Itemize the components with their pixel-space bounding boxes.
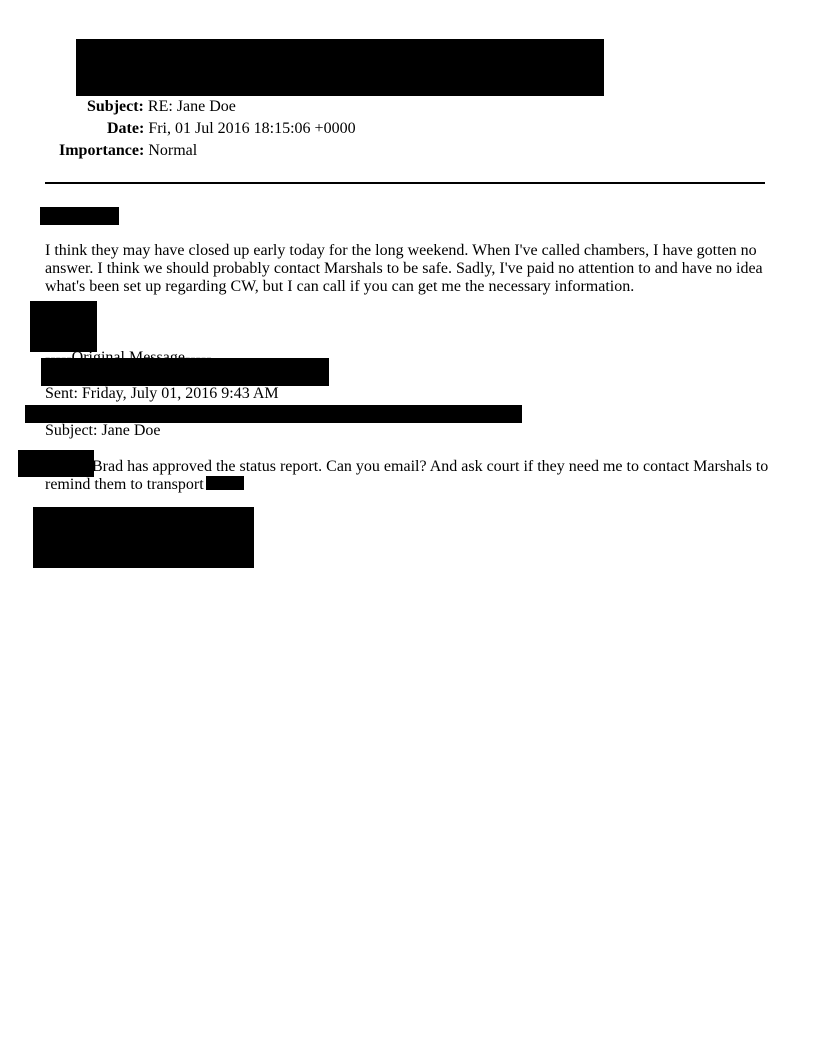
redaction-from-line xyxy=(41,358,329,386)
original-body-line-1: Brad has approved the status report. Can you email? And ask court if they need me to contact Marshals to xyxy=(92,458,769,475)
redaction-greeting xyxy=(40,207,119,225)
original-subject: Subject: Jane Doe xyxy=(45,422,161,439)
date-row xyxy=(107,120,356,138)
redaction-to-line xyxy=(25,405,522,423)
original-sent: Sent: Friday, July 01, 2016 9:43 AM xyxy=(45,385,279,402)
header-divider xyxy=(45,182,765,184)
importance-value: Normal xyxy=(148,142,198,159)
subject-value: RE: Jane Doe xyxy=(147,98,236,115)
reply-body: I think they may have closed up early today for the long weekend. When I've called chambers, I have gotten no answer. I think we should probably contact Marshals to be safe. Sadly, I've paid no attention to and have no idea what's been set up regarding CW, but I can call if you can get me the necessary information. xyxy=(45,242,763,295)
importance-label: Importance: xyxy=(59,142,145,159)
redaction-header-from-to xyxy=(76,39,604,96)
redaction-signature xyxy=(30,301,97,352)
subject-label: Subject: xyxy=(87,98,144,115)
date-value: Fri, 01 Jul 2016 18:15:06 +0000 xyxy=(148,120,356,137)
original-body-line-2: remind them to transport xyxy=(45,476,204,493)
importance-row xyxy=(59,142,197,160)
subject-row xyxy=(87,98,236,116)
redaction-original-signature xyxy=(33,507,254,568)
date-label: Date: xyxy=(107,120,145,137)
redaction-inline-name xyxy=(206,476,244,490)
redaction-original-greeting xyxy=(18,450,94,477)
